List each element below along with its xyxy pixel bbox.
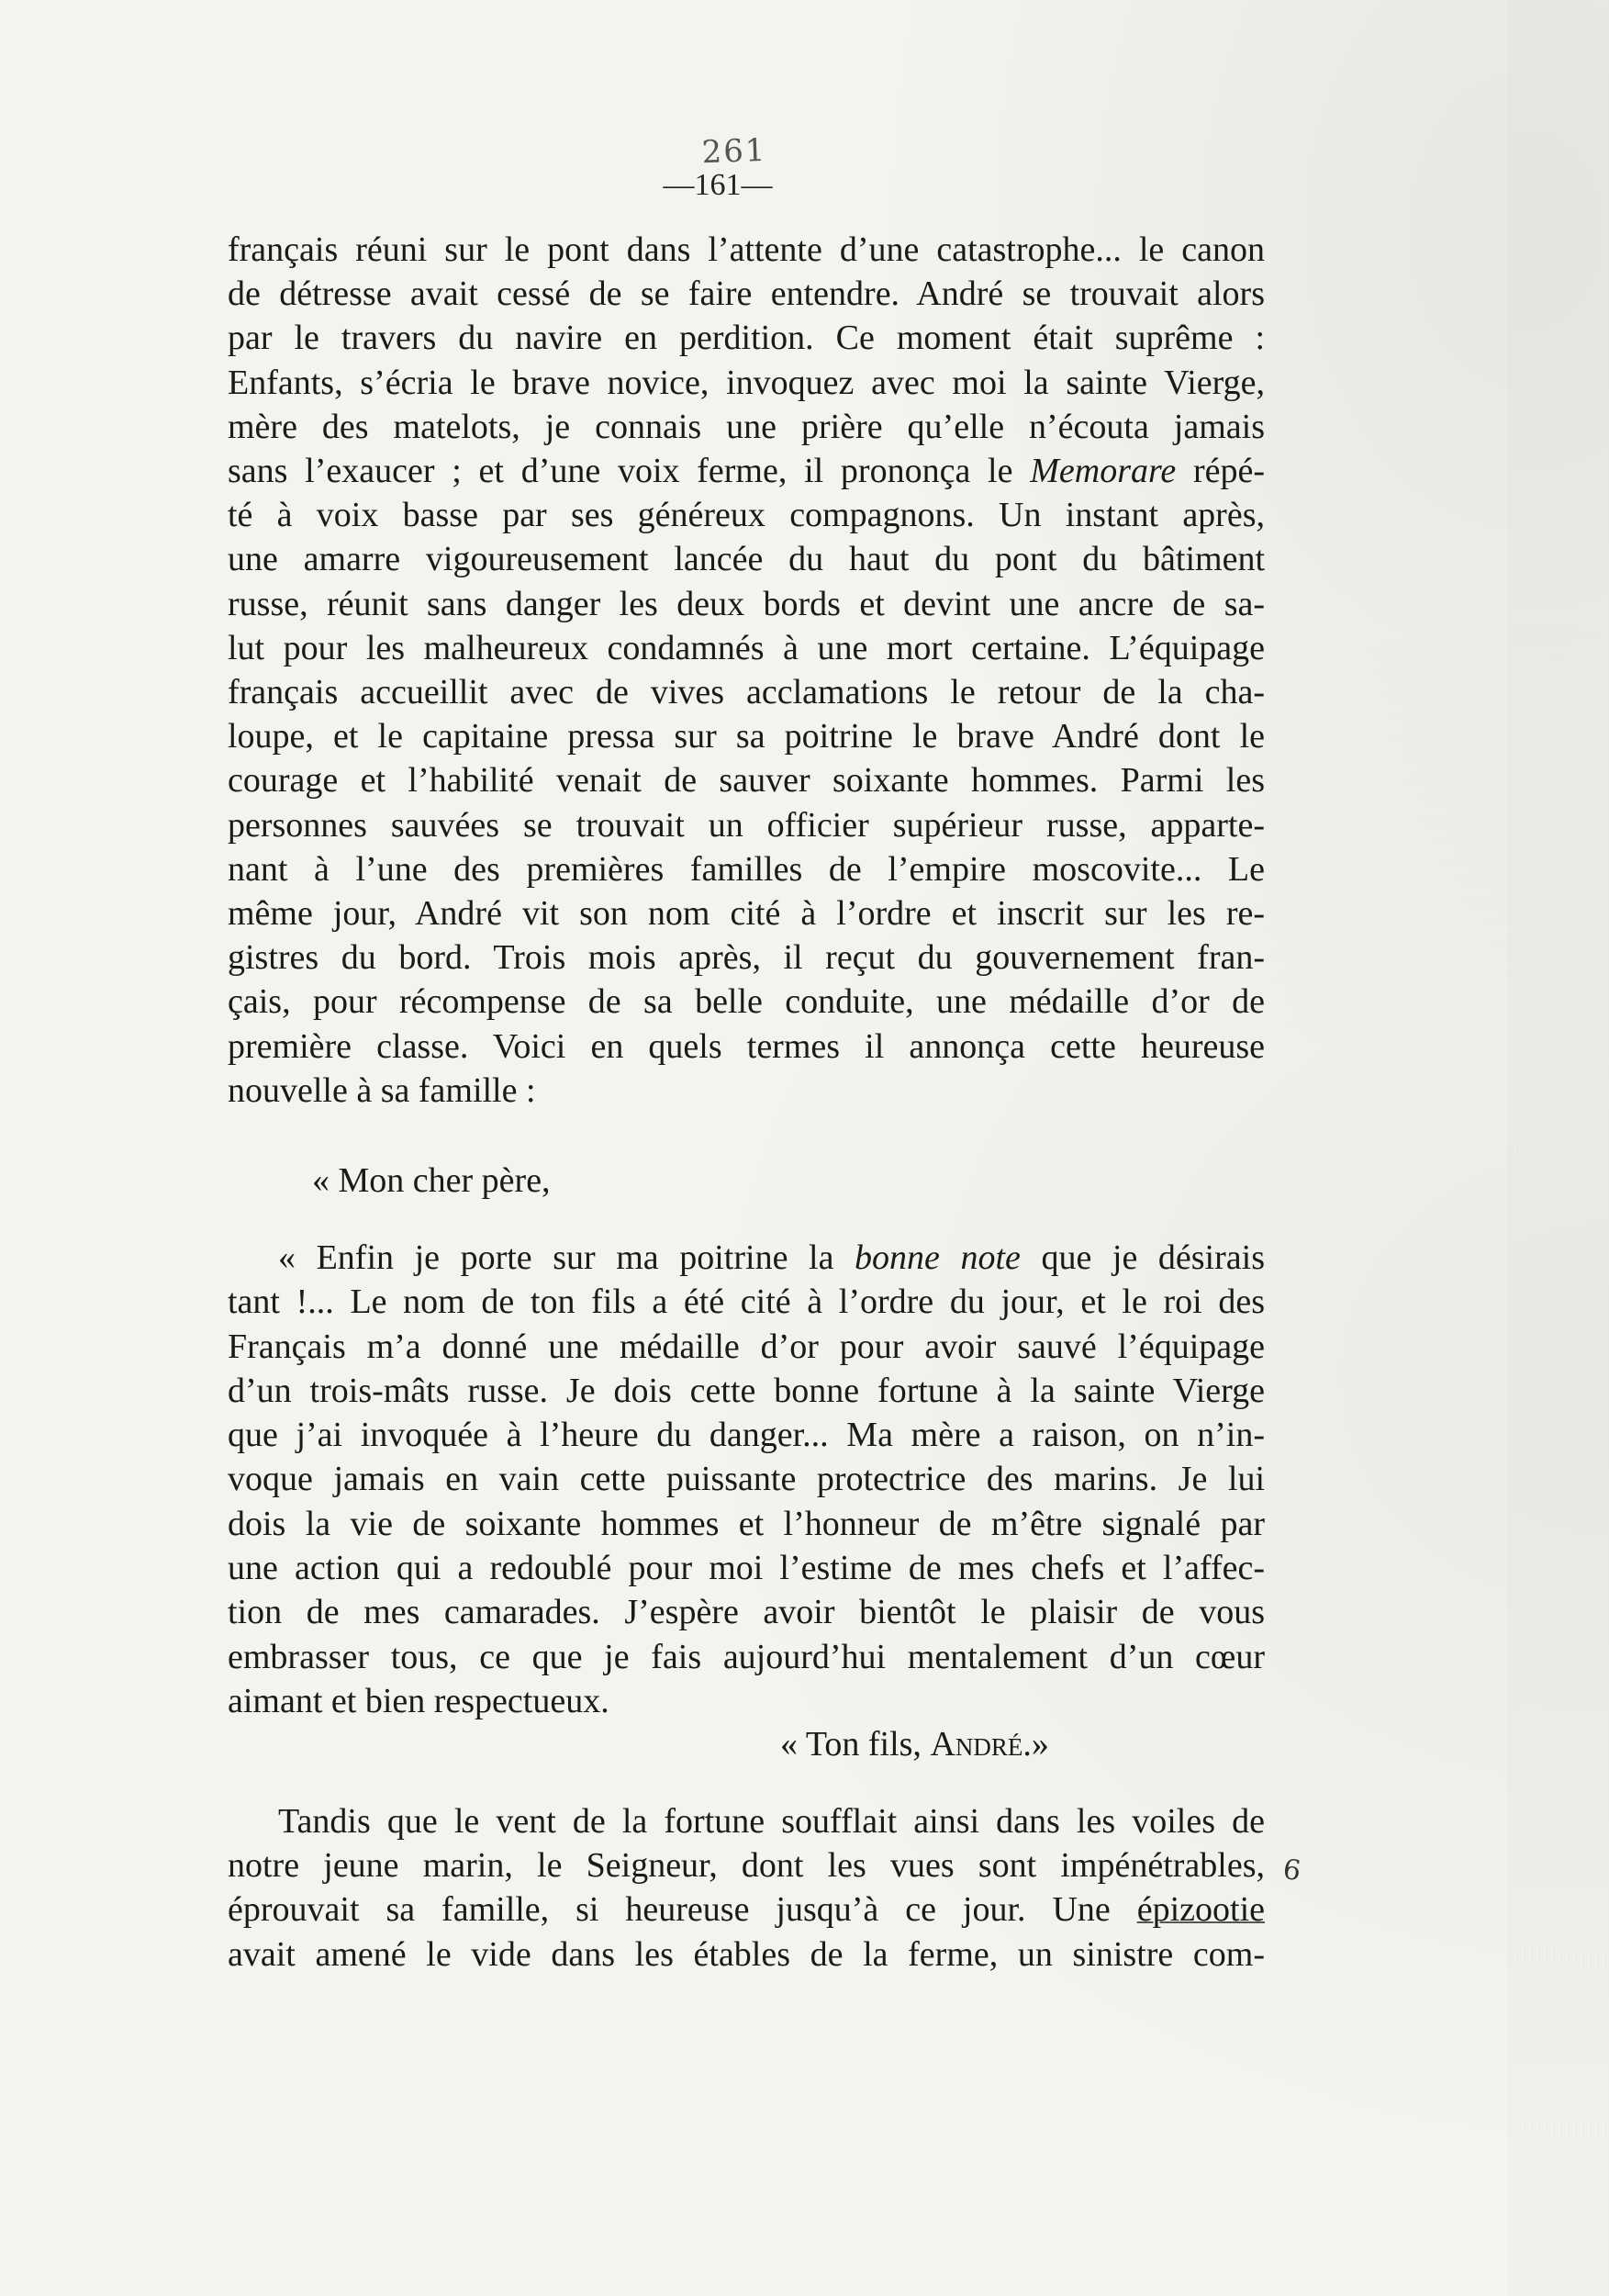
memorare-word: Memorare (1030, 452, 1177, 491)
letter-line: embrasser tous, ce que je fais aujourd’hui mentalement d’un cœur (228, 1637, 1265, 1676)
printed-page-number: —161— (663, 168, 773, 202)
body-line: français réuni sur le pont dans l’attente d’une catastrophe... le canon (228, 230, 1265, 269)
letter-line: une action qui a redoublé pour moi l’estime de mes chefs et l’affec- (228, 1549, 1265, 1588)
letter-line: que j’ai invoquée à l’heure du danger... Ma mère a raison, on n’in- (228, 1416, 1265, 1455)
body-line: russe, réunit sans danger les deux bords et devint une ancre de sa- (228, 584, 1265, 623)
closing-line: avait amené le vide dans les étables de la ferme, un sinistre com- (228, 1934, 1265, 1974)
handwritten-page-number: 261 (700, 131, 768, 172)
body-line: par le travers du navire en perdition. Ce moment était suprême : (228, 319, 1265, 358)
margin-annotation: 6 (1280, 1853, 1303, 1888)
body-line: çais, pour récompense de sa belle conduite, une médaille d’or de (228, 982, 1265, 1022)
body-line-memorare (228, 449, 1265, 493)
body-line: Enfants, s’écria le brave novice, invoquez avec moi la sainte Vierge, (228, 363, 1265, 402)
scan-edge-texture (1508, 0, 1609, 2296)
letter-line-first (228, 1236, 1265, 1280)
letter-body (228, 1236, 1265, 1723)
letter-first-start: « Enfin je porte sur ma poitrine la (278, 1238, 855, 1277)
letter-line: aimant et bien respectueux. (228, 1681, 609, 1720)
letter-first-end: que je désirais (1020, 1238, 1265, 1277)
bonne-note-phrase: bonne note (855, 1238, 1021, 1277)
closing-line: Tandis que le vent de la fortune soufflait ainsi dans les voiles de (278, 1802, 1265, 1841)
letter-line: dois la vie de soixante hommes et l’honneur de m’être signalé par (228, 1504, 1265, 1543)
signature-name: André. (930, 1725, 1032, 1764)
letter-line: d’un trois-mâts russe. Je dois cette bonne fortune à la sainte Vierge (228, 1371, 1265, 1410)
body-line-text: sans l’exaucer ; et d’une voix ferme, il prononça le (228, 452, 1013, 491)
body-line: personnes sauvées se trouvait un officier supérieur russe, apparte- (228, 805, 1265, 845)
body-line: courage et l’habilité venait de sauver soixante hommes. Parmi les (228, 761, 1265, 801)
body-line: lut pour les malheureux condamnés à une mort certaine. L’équipage (228, 628, 1265, 667)
body-line: nant à l’une des premières familles de l’empire moscovite... Le (228, 849, 1265, 889)
letter-line: voque jamais en vain cette puissante protectrice des marins. Je lui (228, 1460, 1265, 1499)
body-line: même jour, André vit son nom cité à l’ordre et inscrit sur les re- (228, 894, 1265, 934)
body-line: mère des matelots, je connais une prière qu’elle n’écouta jamais (228, 407, 1265, 446)
epizootie-word: épizootie (1136, 1890, 1265, 1930)
closing-line3-start: éprouvait sa famille, si heureuse jusqu’à ce jour. Une (228, 1890, 1137, 1930)
closing-line-epizootie (228, 1887, 1265, 1932)
closing-paragraph (228, 1799, 1265, 1977)
body-line: première classe. Voici en quels termes il annonça cette heureuse (228, 1026, 1265, 1066)
body-line: nouvelle à sa famille : (228, 1070, 536, 1110)
body-line: une amarre vigoureusement lancée du haut du pont du bâtiment (228, 540, 1265, 579)
body-line: gistres du bord. Trois mois après, il reçut du gouvernement fran- (228, 938, 1265, 978)
letter-salutation: « Mon cher père, (312, 1161, 551, 1200)
letter-signature (780, 1724, 1049, 1764)
memorare-after: répé- (1176, 452, 1266, 491)
closing-line: notre jeune marin, le Seigneur, dont les vues sont impénétrables, (228, 1846, 1265, 1886)
letter-line: tion de mes camarades. J’espère avoir bientôt le plaisir de vous (228, 1593, 1265, 1632)
signature-prefix: « Ton fils, (780, 1725, 931, 1764)
body-line: de détresse avait cessé de se faire entendre. André se trouvait alors (228, 274, 1265, 314)
signature-suffix: » (1031, 1725, 1049, 1764)
body-line: loupe, et le capitaine pressa sur sa poitrine le brave André dont le (228, 717, 1265, 756)
body-line: français accueillit avec de vives acclamations le retour de la cha- (228, 673, 1265, 712)
main-paragraph (228, 228, 1265, 1113)
letter-line: Français m’a donné une médaille d’or pour avoir sauvé l’équipage (228, 1327, 1265, 1366)
letter-line: tant !... Le nom de ton fils a été cité à l’ordre du jour, et le roi des (228, 1282, 1265, 1322)
body-line: té à voix basse par ses généreux compagnons. Un instant après, (228, 496, 1265, 535)
